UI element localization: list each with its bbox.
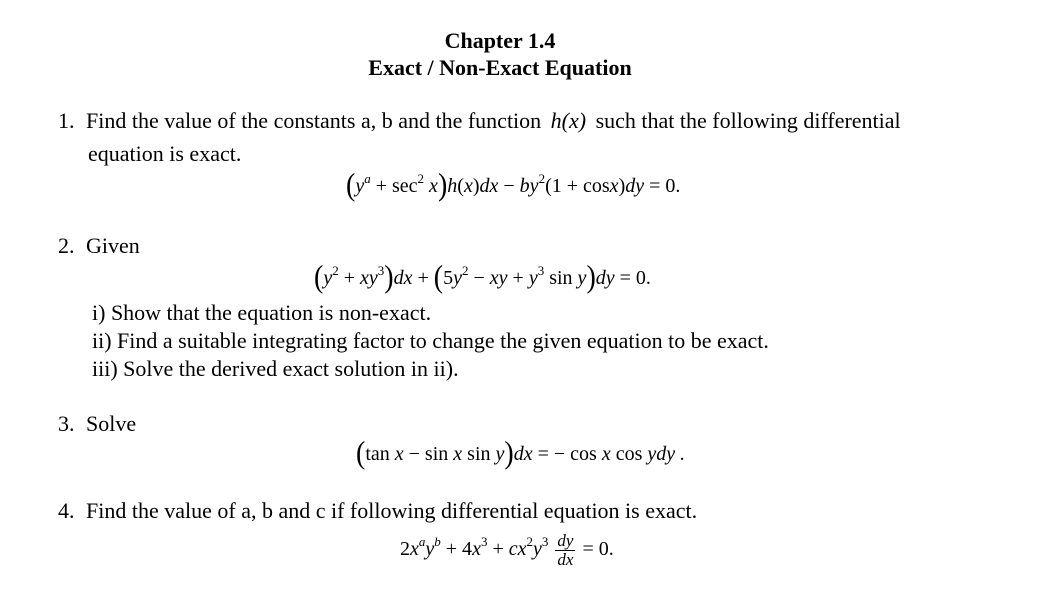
equation-2: $(y^2 + xy^3)dx + (5y^2$ − xy + $y^3$ sin y)dy = 0.: [314, 259, 651, 296]
equation-1: $(y^a + \sec^2 x)h(x)dx - by^2(1 + \cos x)dy = 0$.: [346, 167, 681, 204]
question-text-end: such that the following differential: [595, 108, 901, 133]
question-text: Solve: [86, 411, 137, 436]
question-2-part-i: i) Show that the equation is non-exact.: [92, 300, 432, 325]
question-number: 1.: [58, 108, 75, 133]
chapter-subtitle: Exact / Non-Exact Equation: [368, 55, 632, 80]
equation-3: (tan x − sin x sin y)dx = − cos x cos ydy .: [356, 435, 686, 472]
question-number: 2.: [58, 233, 75, 258]
question-3: [58, 411, 136, 437]
question-2: [58, 233, 140, 259]
question-number: 3.: [58, 411, 75, 436]
question-1-line2: equation is exact.: [88, 141, 242, 166]
equation-4: $2x^ay^b + 4x^3 + cx^2y^3$ $\frac{dy}{dx}$ = 0.: [400, 531, 614, 569]
question-number: 4.: [58, 498, 75, 523]
question-2-part-iii: iii) Solve the derived exact solution in ii).: [92, 356, 459, 381]
question-text: Find the value of a, b and c if following differential equation is exact.: [86, 498, 698, 523]
chapter-title: Chapter 1.4: [444, 28, 556, 53]
question-text: Given: [86, 233, 140, 258]
question-2-part-ii: ii) Find a suitable integrating factor to change the given equation to be exact.: [92, 328, 769, 353]
question-text: Find the value of the constants a, b and the function: [86, 108, 542, 133]
question-4: [58, 498, 697, 524]
inline-function: h(x): [550, 108, 587, 133]
question-1: [58, 108, 901, 134]
